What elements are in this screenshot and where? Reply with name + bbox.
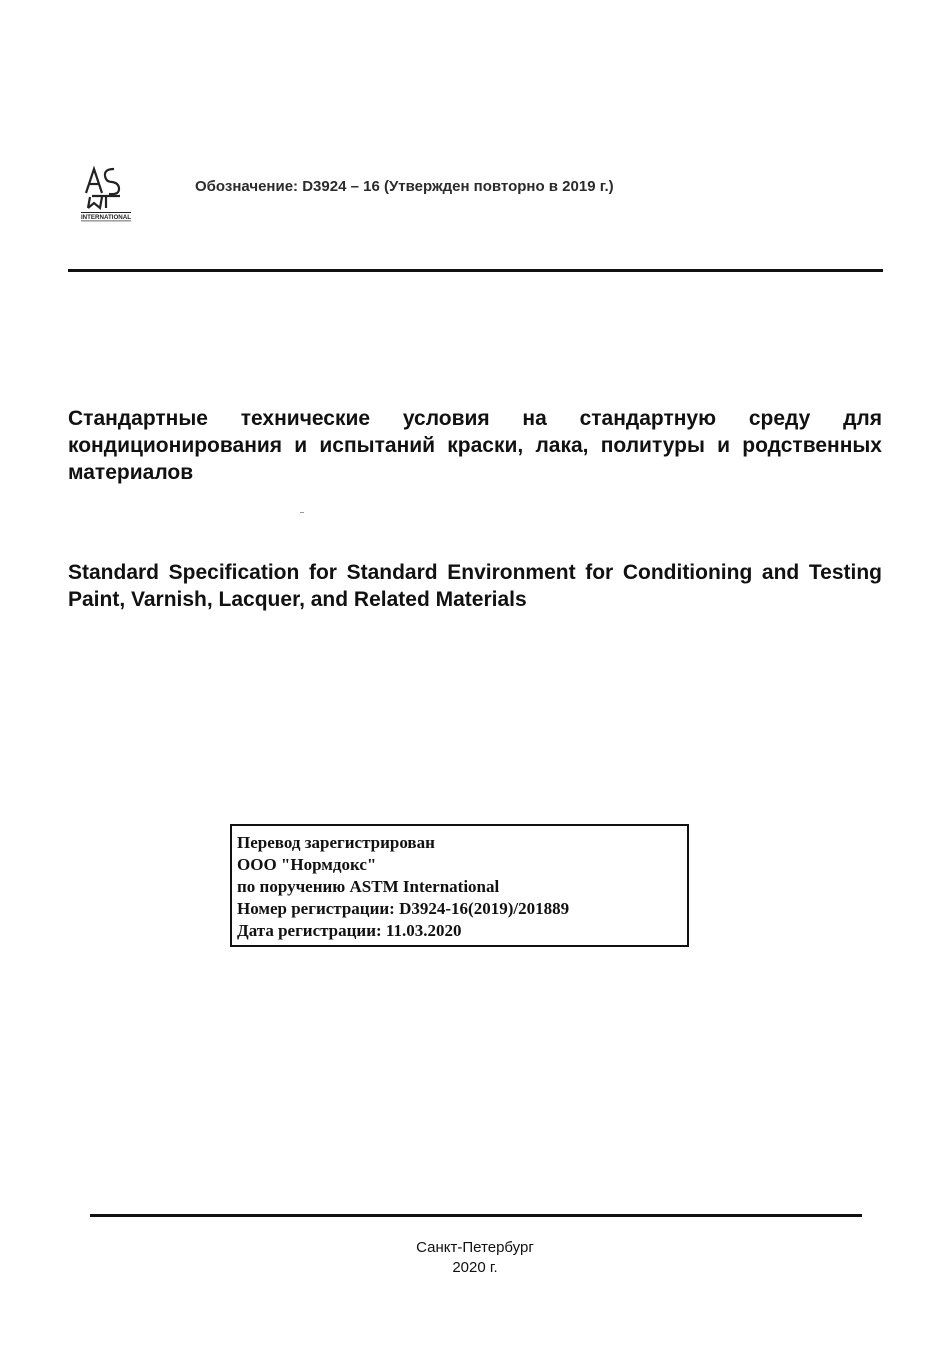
registration-line: по поручению ASTM International [237,877,500,896]
footer-year: 2020 г. [452,1259,498,1276]
title-english: Standard Specification for Standard Environment for Conditioning and Testing Paint, Varnish, Lacquer, and Related Materials [68,561,882,611]
footer-city: Санкт-Петербург [416,1239,534,1256]
astm-logo-caption: INTERNATIONAL [80,214,132,221]
footer-place [0,1238,950,1278]
bottom-divider [90,1214,862,1217]
astm-logo-icon [78,163,134,223]
top-divider [68,269,883,272]
designation: Обозначение: D3924 – 16 (Утвержден повторно в 2019 г.) [195,178,614,195]
registration-line: Перевод зарегистрирован [237,833,435,852]
title-russian: Стандартные технические условия на стандартную среду для кондиционирования и испытаний краски, лака, политуры и родственных материалов [68,407,882,484]
registration-box [230,824,689,947]
registration-date: Дата регистрации: 11.03.2020 [237,921,462,940]
registration-number: Номер регистрации: D3924-16(2019)/201889 [237,899,570,918]
registration-company: ООО "Нормдокс" [237,855,377,874]
stray-mark [300,512,304,513]
